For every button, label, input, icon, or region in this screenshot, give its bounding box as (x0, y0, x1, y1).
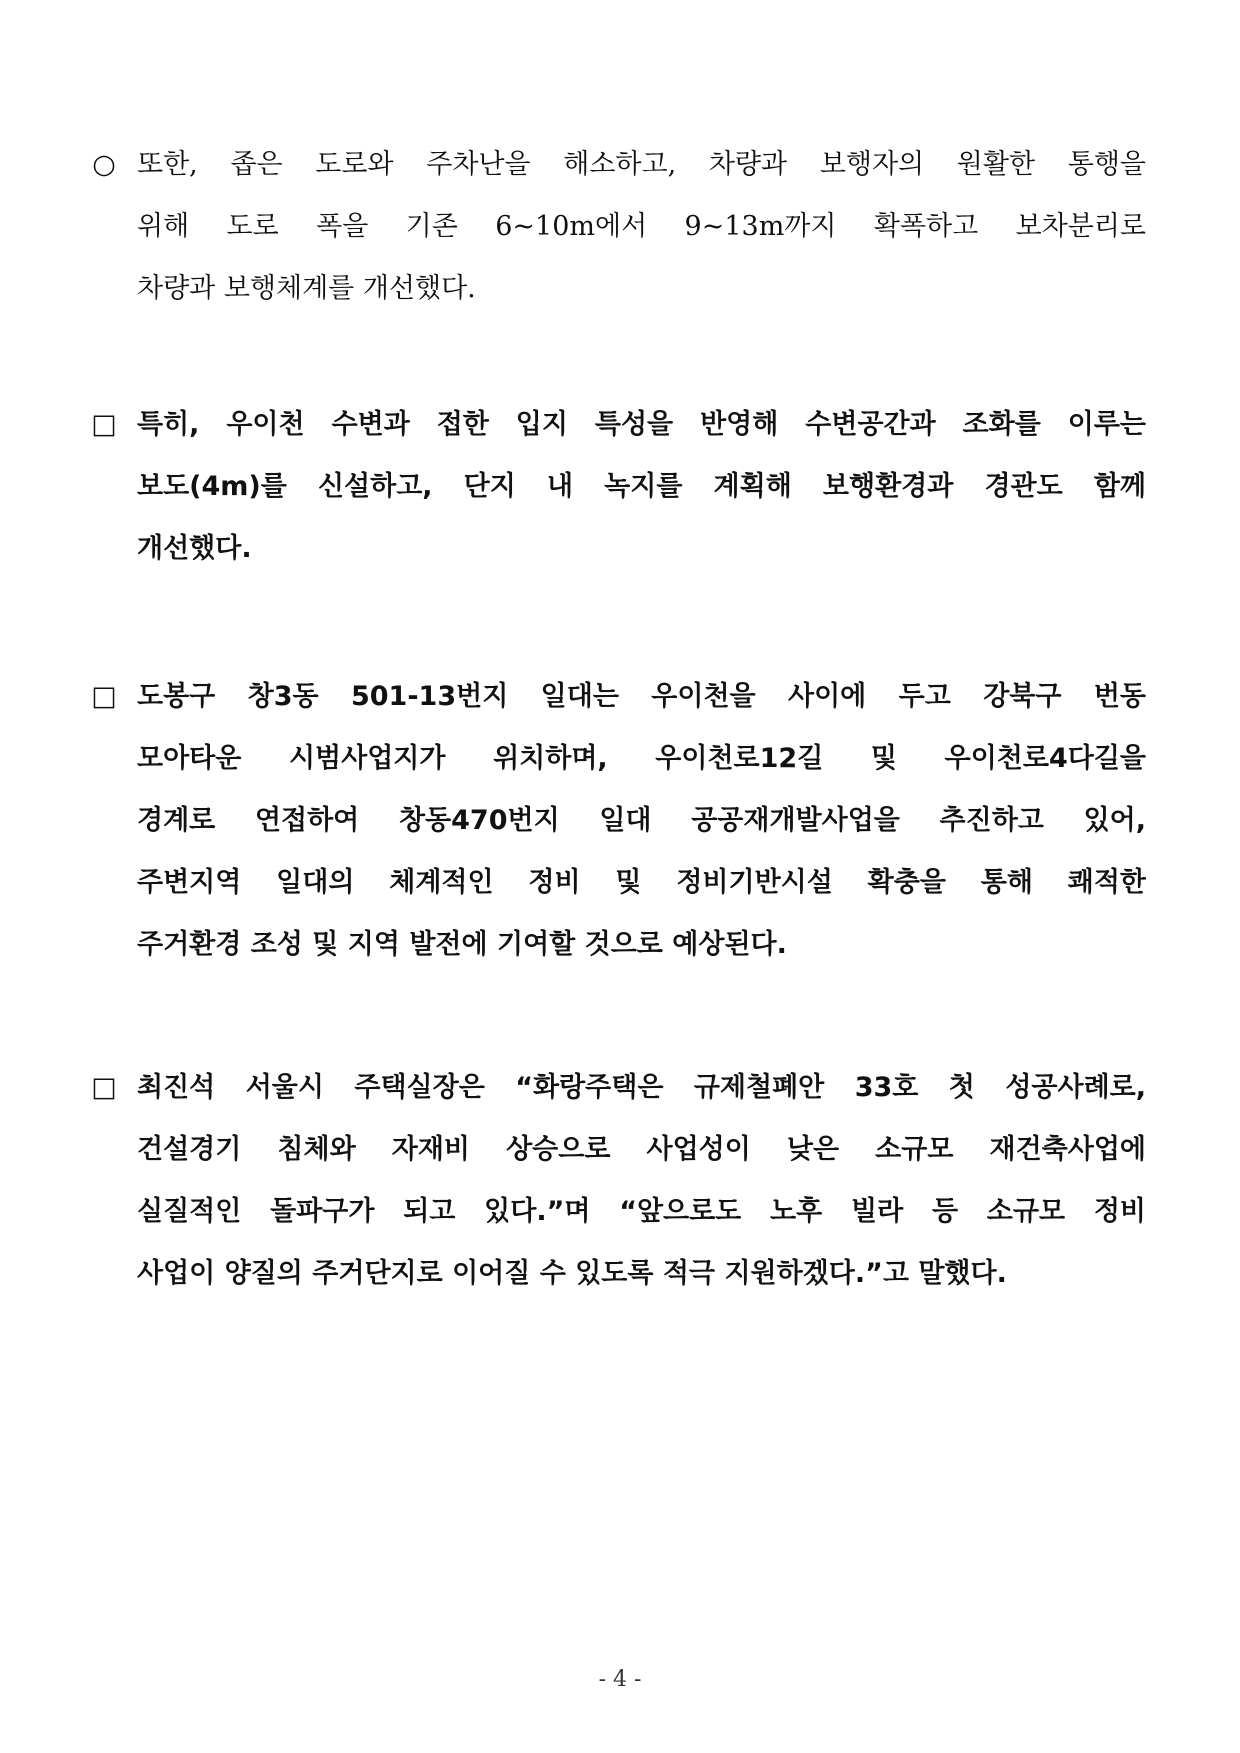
text-line: 건설경기 침체와 자재비 상승으로 사업성이 낮은 소규모 재건축사업에 (137, 1134, 1146, 1165)
text-line: 도봉구 창3동 501-13번지 일대는 우이천을 사이에 두고 강북구 번동 (137, 681, 1146, 712)
paragraph-text (137, 134, 1146, 320)
square-bullet-icon: □ (91, 1072, 117, 1103)
text-line: 주거환경 조성 및 지역 발전에 기여할 것으로 예상된다. (137, 929, 787, 960)
text-line: 보도(4m)를 신설하고, 단지 내 녹지를 계획해 보행환경과 경관도 함께 (137, 471, 1146, 502)
text-line: 특히, 우이천 수변과 접한 입지 특성을 반영해 수변공간과 조화를 이루는 (137, 409, 1146, 440)
square-bullet-icon: □ (91, 681, 117, 712)
page-number: - 4 - (598, 1667, 642, 1692)
text-line: 위해 도로 폭을 기존 6~10m에서 9~13m까지 확폭하고 보차분리로 (137, 211, 1146, 242)
text-line: 또한, 좁은 도로와 주차난을 해소하고, 차량과 보행자의 원활한 통행을 (137, 149, 1146, 180)
circle-bullet-icon: ○ (92, 149, 116, 180)
square-bullet-icon: □ (91, 409, 117, 440)
text-line: 사업이 양질의 주거단지로 이어질 수 있도록 적극 지원하겠다.”고 말했다. (137, 1258, 1007, 1289)
text-line: 모아타운 시범사업지가 위치하며, 우이천로12길 및 우이천로4다길을 (137, 743, 1146, 774)
text-line: 차량과 보행체계를 개선했다. (137, 273, 476, 304)
paragraph-text (137, 1057, 1146, 1305)
text-line: 경계로 연접하여 창동470번지 일대 공공재개발사업을 추진하고 있어, (137, 805, 1146, 836)
text-line: 개선했다. (137, 533, 252, 564)
paragraph-text (137, 394, 1146, 580)
paragraph-text (137, 666, 1146, 976)
text-line: 최진석 서울시 주택실장은 “화랑주택은 규제철폐안 33호 첫 성공사례로, (137, 1072, 1146, 1103)
text-line: 주변지역 일대의 체계적인 정비 및 정비기반시설 확충을 통해 쾌적한 (137, 867, 1146, 898)
text-line: 실질적인 돌파구가 되고 있다.”며 “앞으로도 노후 빌라 등 소규모 정비 (137, 1196, 1146, 1227)
